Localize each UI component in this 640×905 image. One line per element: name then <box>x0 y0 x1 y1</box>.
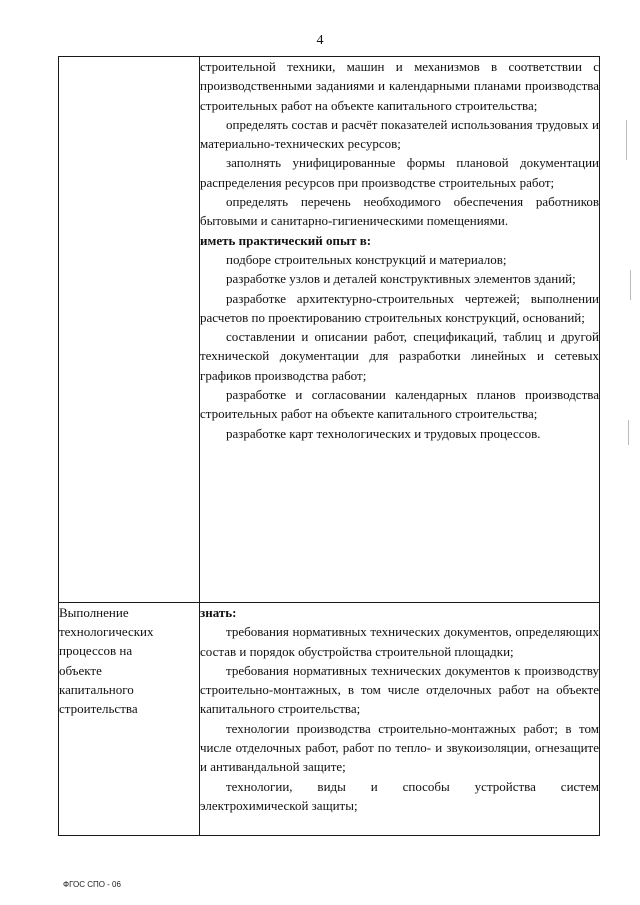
competency-table <box>58 56 600 836</box>
footer-code: ФГОС СПО - 06 <box>63 880 121 889</box>
requirement-item: разработке узлов и деталей конструктивных элементов зданий; <box>226 271 576 287</box>
scan-artifact <box>630 270 631 300</box>
scan-artifact <box>626 120 627 160</box>
activity-name-line: объекте <box>59 662 102 678</box>
requirement-item: определять перечень необходимого обеспечения работников бытовыми и санитарно-гигиеническими помещениями. <box>200 194 599 229</box>
table-row <box>59 603 600 836</box>
table-row <box>59 57 600 603</box>
requirement-item: требования нормативных технических документов к производству строительно-монтажных, в том числе отделочных работ на объекте капитального строительства; <box>200 662 599 717</box>
requirement-item: подборе строительных конструкций и материалов; <box>226 251 507 267</box>
requirement-item: составлении и описании работ, спецификаций, таблиц и другой технической документации для разработки линейных и сетевых графиков производства работ; <box>200 329 599 383</box>
activity-name-line: капитального <box>59 681 134 697</box>
requirement-item: разработке архитектурно-строительных чертежей; выполнении расчетов по проектированию строительных конструкций, оснований; <box>200 290 599 325</box>
requirement-item: требования нормативных технических документов, определяющих состав и порядок обустройства строительной площадки; <box>200 624 599 659</box>
activity-name-line: процессов на <box>59 643 133 659</box>
requirement-item: заполнять унифицированные формы плановой документации распределения ресурсов при производстве строительных работ; <box>200 155 599 190</box>
scan-artifact <box>628 420 629 445</box>
requirement-item: определять состав и расчёт показателей использования трудовых и материально-технических ресурсов; <box>200 116 599 152</box>
activity-name <box>59 603 199 718</box>
activity-name-line: Выполнение <box>59 605 129 620</box>
requirements-cell-row1 <box>200 57 600 603</box>
activity-name-line: технологических <box>59 624 154 640</box>
requirements-cell-row2 <box>200 603 600 836</box>
activity-cell-row1 <box>59 57 200 603</box>
requirement-item: строительной техники, машин и механизмов в соответствии с производственными заданиями и календарными планами производства строительных работ на объекте капитального строительства; <box>200 59 599 113</box>
activity-cell-row2 <box>59 603 200 836</box>
requirements-list <box>200 57 599 443</box>
requirement-item: разработке карт технологических и трудовых процессов. <box>226 425 541 441</box>
section-heading: знать: <box>200 605 237 620</box>
page-number: 4 <box>316 33 324 48</box>
requirement-item: технологии, виды и способы устройства систем электрохимической защиты; <box>200 778 599 813</box>
requirement-item: разработке и согласовании календарных планов производства строительных работ на объекте капитального строительства; <box>200 387 599 422</box>
activity-name-line: строительства <box>59 701 138 717</box>
requirement-item: технологии производства строительно-монтажных работ; в том числе отделочных работ, работ по тепло- и звукоизоляции, огнезащите и антивандальной защите; <box>200 720 599 775</box>
section-heading: иметь практический опыт в: <box>200 232 372 248</box>
requirements-list <box>200 603 599 815</box>
